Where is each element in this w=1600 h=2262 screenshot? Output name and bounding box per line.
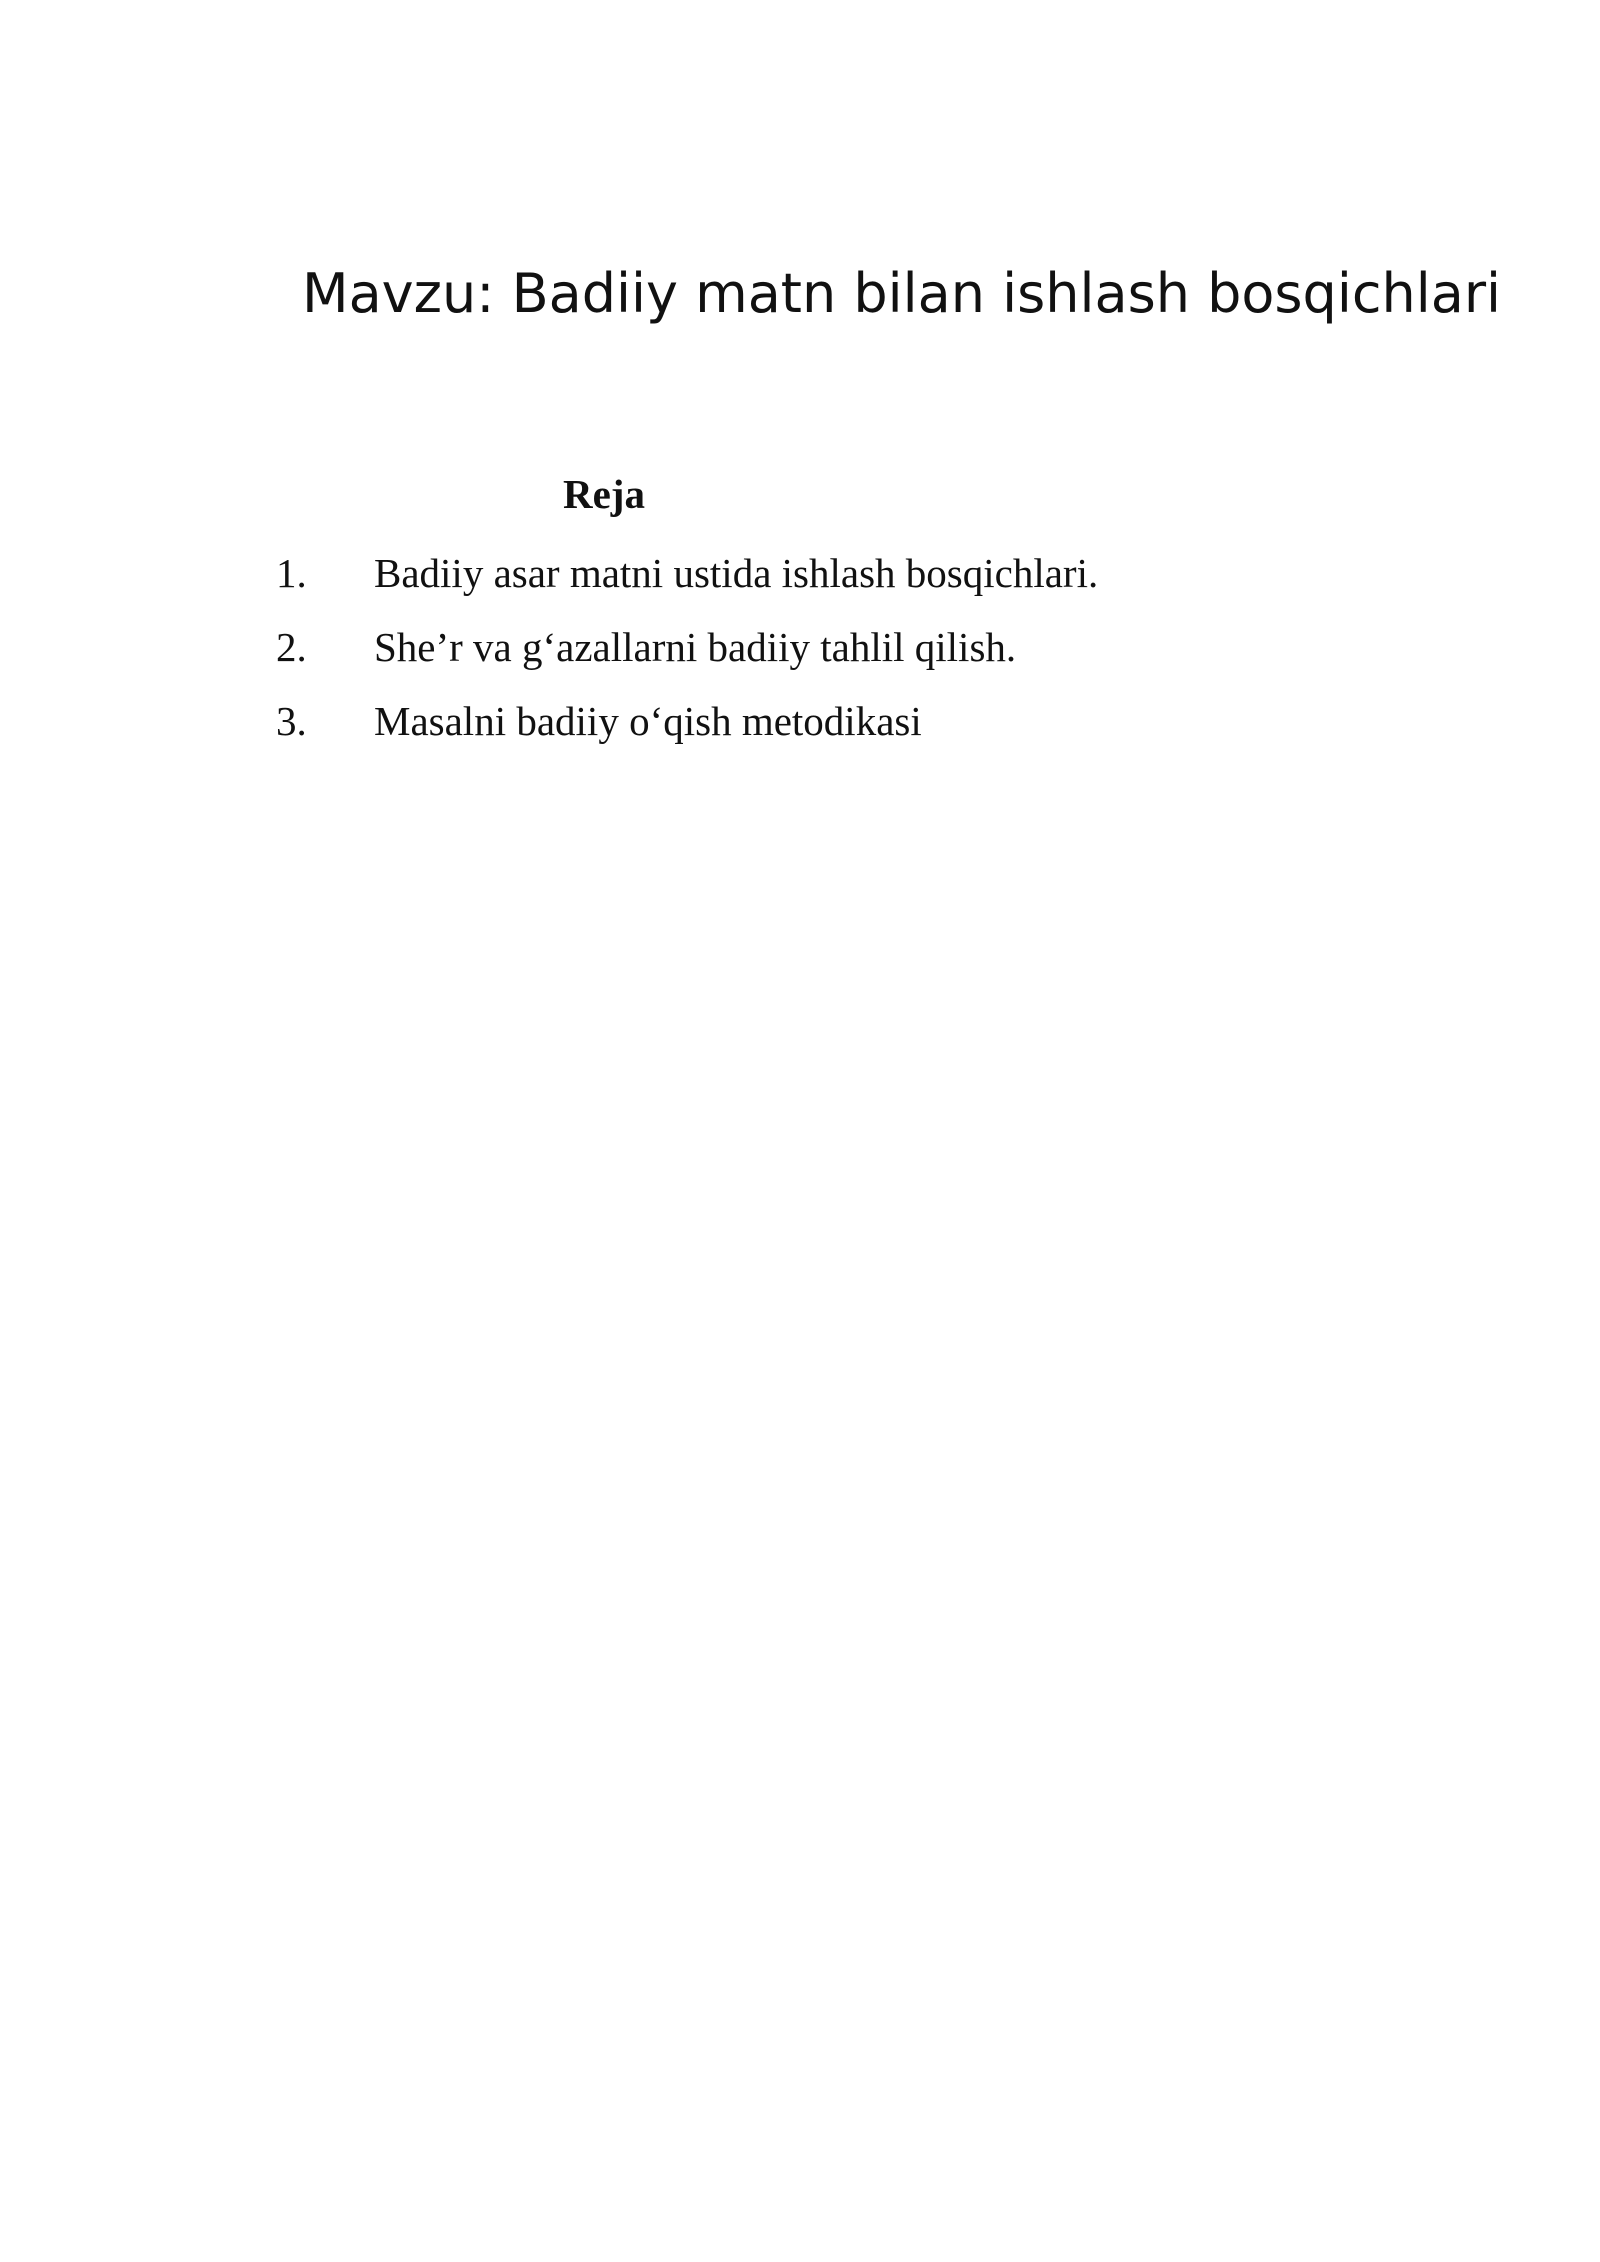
plan-item-number: 2. — [276, 624, 307, 670]
plan-item-1 — [276, 543, 1098, 617]
plan-item-number: 3. — [276, 698, 307, 744]
plan-item-text: Badiiy asar matni ustida ishlash bosqichlari. — [374, 550, 1099, 596]
plan-item-3 — [276, 691, 1098, 765]
plan-item-text: Masalni badiiy o‘qish metodikasi — [374, 698, 922, 744]
topic-title: Mavzu: Badiiy matn bilan ishlash bosqichlari — [302, 262, 1502, 325]
plan-heading: Reja — [563, 471, 645, 517]
plan-item-2 — [276, 617, 1098, 691]
plan-list — [276, 543, 1098, 765]
plan-item-text: She’r va g‘azallarni badiiy tahlil qilish. — [374, 624, 1017, 670]
plan-item-number: 1. — [276, 550, 307, 596]
